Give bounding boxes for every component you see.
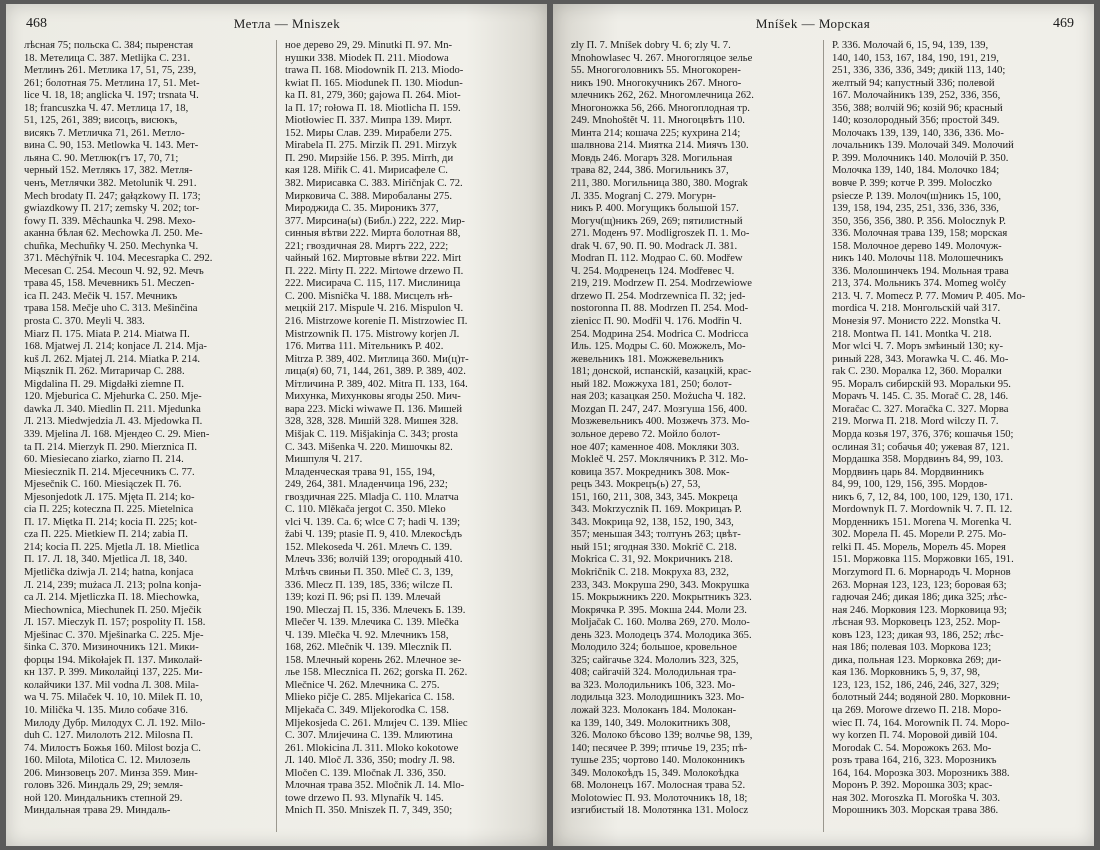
text-line: лѣсная 93. Морковецъ 123, 252. Мор- <box>832 617 1001 629</box>
text-line: колайчики 137. Mil vodna Л. 308. Mila- <box>24 679 199 691</box>
text-line: Л. 214, 239; mużaca Л. 213; polna konja- <box>24 579 202 591</box>
text-line: 164, 164. Морозка 303. Морозникъ 388. <box>832 767 1010 779</box>
text-line: черный 152. Метлякъ 17, 382. Метля- <box>24 165 193 177</box>
text-line: ложай 323. Молоканъ 184. Молокан- <box>571 704 737 716</box>
text-line: Ч. 139. Mlečka Ч. 92. Млечникъ 158, <box>285 629 449 641</box>
text-line: 233, 343. Мокруша 290, 343. Мокрушка <box>571 579 750 591</box>
text-line: Морачъ Ч. 145. С. 35. Morač С. 28, 146. <box>832 391 1009 403</box>
text-line: дика, польная 123. Морковка 269; ди- <box>832 654 1002 666</box>
text-line: Млечъ 336; волчій 139; огородный 410. <box>285 554 463 566</box>
text-line: ва 323. Молодильникъ 106, 323. Мо- <box>571 679 736 691</box>
text-line: 152. Миры Слав. 239. Мирабели 275. <box>285 127 453 139</box>
text-line: wa Ч. 75. Milaček Ч. 10, 10. Milek П. 10, <box>24 692 203 704</box>
text-line: 206. Минзовецъ 207. Минза 359. Мин- <box>24 767 198 779</box>
text-line: шалвнова 214. Миятка 214. Миячъ 130. <box>571 140 749 152</box>
text-line: Морденникъ 151. Morena Ч. Morenka Ч. <box>832 516 1012 528</box>
text-line: Мокрячка Р. 395. Мокша 244. Моли 23. <box>571 604 747 616</box>
text-line: lice Ч. 18, 18; anglicka Ч. 197; trsnata Ч. <box>24 90 199 102</box>
text-line: С. 307. Млијечина С. 139. Млиютина <box>285 730 453 742</box>
text-line: 357; меньшая 343; толтунъ 263; цвѣт- <box>571 529 741 541</box>
text-line: 120. Mjeburica С. Mjehurka С. 250. Mje- <box>24 391 202 403</box>
text-line: 343. Mokrzycznik П. 169. Мокрицаъ Р. <box>571 504 742 516</box>
text-line: Молочакъ 139, 139, 140, 336, 336. Мо- <box>832 127 1004 139</box>
text-line: cza П. 225. Mietkiew П. 214; zabia П. <box>24 529 188 541</box>
text-line: Млочная трава 352. Mločnik Л. 14. Mlo- <box>285 780 465 792</box>
text-line: Mločen С. 139. Mločnak Л. 336, 350. <box>285 767 447 779</box>
text-line: 216. Mistrzowe korenie П. Mistrzowiec П. <box>285 316 468 328</box>
text-line: Миндальная трава 29. Миндаль- <box>24 805 171 817</box>
text-line: ta П. 214. Mierzyk П. 290. Mierznica П. <box>24 441 197 453</box>
text-line: льяна С. 90. Метлюк(гъ 17, 70, 71; <box>24 152 179 164</box>
text-line: ca Л. 214. Mjetliczka П. 18. Miechowka, <box>24 592 200 604</box>
text-line: С. 200. Misnička Ч. 188. Мисцелъ нѣ- <box>285 290 453 302</box>
text-line: лье 158. Mlecznica П. 262; gorska П. 262. <box>285 667 468 679</box>
text-line: 408; сайгачій 324. Молодильная тра- <box>571 667 737 679</box>
text-line: ica П. 243. Mečik Ч. 157. Мечникъ <box>24 290 178 302</box>
text-line: cia П. 225; koteczna П. 225. Mietelnica <box>24 504 194 516</box>
text-line: 140, 140, 153, 167, 184, 190, 191, 219, <box>832 52 999 64</box>
text-line: Modran П. 112. Модрао С. 60. Modřew <box>571 253 743 265</box>
text-line: Mecesan С. 254. Mecoun Ч. 92, 92. Мечъ <box>24 265 204 277</box>
text-line: Mnich П. 350. Mniszek П. 7, 349, 350; <box>285 805 453 817</box>
text-line: Moljačak С. 160. Молва 269, 270. Моло- <box>571 617 750 629</box>
text-line: duh С. 127. Милолоть 212. Milosna П. <box>24 730 194 742</box>
right-column-1 <box>571 40 815 832</box>
text-line: nostoronna П. 88. Modrzen П. 254. Mod- <box>571 303 749 315</box>
text-line: 168, 262. Mlečnik Ч. 139. Mlecznik П. <box>285 642 452 654</box>
text-line: vlci Ч. 139. Са. 6; wlce С 7; hadi Ч. 139; <box>285 516 461 528</box>
text-line: 356, 388; волчій 96; козій 96; красный <box>832 102 1003 114</box>
right-page-title: Mníšek — Морская <box>755 16 871 31</box>
text-line: Migdalina П. 29. Migdałki ziemne П. <box>24 378 185 390</box>
text-line: wiec П. 74, 164. Morownik П. 74. Моро- <box>832 717 1010 729</box>
text-line: лица(я) 60, 71, 144, 261, 389. Р. 389, 402. <box>285 366 466 378</box>
text-line: ное 407; каменное 408. Мокляки 303. <box>571 441 740 453</box>
left-page-number: 468 <box>26 16 47 31</box>
text-line: Miechownica, Miechunek П. 250. Mječik <box>24 604 202 616</box>
text-line: psiecze Р. 139. Молоч(ш)никъ 15, 100, <box>832 190 1002 202</box>
text-line: 249, 264, 381. Младенчица 196, 232; <box>285 479 448 491</box>
text-line: зольное дерево 72. Мойло болот- <box>571 428 721 440</box>
text-line: Л. 157. Mieczyk П. 157; pospolity П. 158. <box>24 617 206 629</box>
text-line: ная 246. Морковия 123. Морковица 93; <box>832 604 1007 616</box>
text-line: zly П. 7. Mníšek dobry Ч. 6; zly Ч. 7. <box>571 40 731 51</box>
text-line: ное дерево 29, 29. Minutki П. 97. Mn- <box>285 40 453 51</box>
text-line: никъ 6, 7, 12, 84, 100, 100, 129, 130, 171. <box>832 491 1013 503</box>
text-line: ца 269. Morowe drzewo П. 218. Моро- <box>832 704 1002 716</box>
text-line: 219, 219. Modrzew П. 254. Modrzewiowe <box>571 278 752 290</box>
text-line: никъ Р. 400. Могущикъ большой 157. <box>571 203 739 215</box>
text-line: млечникъ 262, 262. Многомлечница 262. <box>571 90 754 102</box>
text-line: 350, 356, 356, 380. Р. 356. Molocznyk Р. <box>832 215 1006 227</box>
text-line: аканна бѣлая 62. Mechowka Л. 250. Me- <box>24 228 203 240</box>
text-line: 140; козолородный 356; простой 349. <box>832 115 1000 127</box>
text-line: Miesiecznik П. 214. Мјесечникъ С. 77. <box>24 466 195 478</box>
text-line: ная 186; полевая 103. Моркова 123; <box>832 642 992 654</box>
text-line: Morzymord П. 6. Морнародъ Ч. Морнов <box>832 566 1011 578</box>
text-line: Mlieko pičje С. 285. Mljekarica С. 158. <box>285 692 455 704</box>
text-line: Mokleč Ч. 257. Моклячникъ Р. 312. Мо- <box>571 454 749 466</box>
text-line: 254. Модрина 254. Modrica С. Modricca <box>571 328 749 340</box>
text-line: chuñka, Mechuñky Ч. 250. Mechynka Ч. <box>24 240 199 252</box>
text-line: розъ трава 164, 216, 323. Морозникъ <box>832 755 997 767</box>
text-line: Л. 335. Mogranj С. 279. Могурн- <box>571 190 716 202</box>
text-line: кн 137. Р. 399. Миколайці 137, 225. Ми- <box>24 667 203 679</box>
text-line: Mitrza Р. 389, 402. Митлица 360. Ми(ц)т- <box>285 353 469 365</box>
text-line: форцы 194. Mikołajek П. 137. Миколай- <box>24 654 203 666</box>
text-line: 271. Моденъ 97. Modligroszek П. 1. Mo- <box>571 228 750 240</box>
text-line: желтый 94; капустный 336; полевой <box>832 77 995 89</box>
text-line: Mjesečnik С. 160. Miesiączek П. 76. <box>24 479 182 491</box>
text-line: 213. Ч. 7. Momecz Р. 77. Момич Р. 405. Mo- <box>832 290 1026 302</box>
text-line: Молодило 324; большое, кровельное <box>571 642 737 654</box>
text-line: болотный 244; водяной 280. Морковни- <box>832 692 1011 704</box>
text-line: 190. Mleczaj П. 15, 336. Млечекъ Б. 139. <box>285 604 466 616</box>
text-line: gwiazdkowy П. 217; zemsky Ч. 202; tor- <box>24 203 199 215</box>
text-line: 261. Mlokicina Л. 311. Mloko kokotowe <box>285 742 459 754</box>
text-line: П. 290. Мирзійе 156. Р. 395. Mirrh, ди <box>285 152 454 164</box>
text-line: ковъ 123, 123; дикая 93, 186, 252; лѣс- <box>832 629 1004 641</box>
text-line: 325; сайгачье 324. Мололиъ 323, 325, <box>571 654 739 666</box>
text-line: 261; болотная 75. Метлина 17, 51. Met- <box>24 77 200 89</box>
text-line: мецкій 217. Mispule Ч. 216. Mispulon Ч. <box>285 303 464 315</box>
text-line: towe drzewo П. 93. Mlynařík Ч. 145. <box>285 792 444 804</box>
text-line: 336. Mlecz П. 139, 185, 336; wilcze П. <box>285 579 453 591</box>
text-line: Mirabela П. 275. Mirzik П. 291. Mirzyk <box>285 140 457 152</box>
text-line: Miotłowiec П. 337. Мипра 139. Мирт. <box>285 115 452 127</box>
text-line: 176. Митва 111. Мітельникъ Р. 402. <box>285 341 444 353</box>
text-line: 55. Многоголовникъ 55. Многокорен- <box>571 65 741 77</box>
text-line: 167. Молочайникъ 139, 252, 336, 356, <box>832 90 1001 102</box>
text-line: Мироджида С. 35. Мироникъ 377, <box>285 203 439 215</box>
text-line: šinka С. 370. Мизиночникъ 121. Мики- <box>24 642 199 654</box>
text-line: С. 110. Mlěkača jergot С. 350. Mleko <box>285 504 446 516</box>
text-line: 60. Miesiecano ziarko, ziarno П. 214. <box>24 454 184 466</box>
text-line: ka П. 81, 279, 360; gajowa П. 264. Miot- <box>285 90 461 102</box>
text-line: relki П. 45. Морель, Морелъ 45. Морея <box>832 541 1006 553</box>
text-line: вара 223. Micki wiwawe П. 136. Мишей <box>285 403 463 415</box>
text-line: Mnohowlasec Ч. 267. Многогляцое зелье <box>571 52 753 64</box>
text-line: Mljekača С. 349. Mljekorodka С. 158. <box>285 704 449 716</box>
text-line: prosta С. 370. Meyli Ч. 383. <box>24 316 145 328</box>
text-line: Л. 140. Mloč Л. 336, 350; modry Л. 98. <box>285 755 455 767</box>
text-line: синныя вѣтви 222. Мирта болотная 88, <box>285 228 461 240</box>
text-line: 213, 374. Мольникъ 374. Momeg wolčy <box>832 278 1007 290</box>
text-line: 181; донской, испанскій, казацкій, крас- <box>571 366 752 378</box>
right-page <box>553 4 1094 846</box>
text-line: ная 203; казацкая 250. Możucha Ч. 182. <box>571 391 746 403</box>
text-line: П. 17. Л. 18, 340. Mjetlica Л. 18, 340. <box>24 554 188 566</box>
text-line: ная 302. Moroszka П. Morоška Ч. 303. <box>832 792 1001 804</box>
text-line: ной 120. Миндальникъ степной 29. <box>24 792 183 804</box>
text-line: Мовдь 246. Могаръ 328. Могильная <box>571 152 733 164</box>
text-line: rak С. 230. Моралка 12, 360. Моралки <box>832 366 1002 378</box>
text-line: висякъ 7. Метличка 71, 261. Метло- <box>24 127 185 139</box>
text-line: Многоножка 56, 266. Многоплодная тр. <box>571 102 750 114</box>
text-line: 343. Мокрица 92, 138, 152, 190, 343, <box>571 516 734 528</box>
text-line: Л. 213. Miedwjedzia Л. 43. Mjedowka П. <box>24 416 203 428</box>
text-line: кая 136. Морковникъ 5, 9, 37, 98, <box>832 667 980 679</box>
text-line: 218. Montwa П. 141. Montka Ч. 218. <box>832 328 992 340</box>
text-line: П. 222. Mirty П. 222. Mirtowe drzewo П. <box>285 265 464 277</box>
text-line: ка 139, 140, 349. Молокитникъ 308, <box>571 717 731 729</box>
text-line: 151, 160, 211, 308, 343, 345. Мокреца <box>571 491 738 503</box>
text-line: 51, 125, 261, 389; висоцъ, висюкъ, <box>24 115 178 127</box>
text-line: Мордашка 358. Мордвинъ 84, 99, 103. <box>832 454 1004 466</box>
text-line: П. 17. Miętka П. 214; kocia П. 225; kot- <box>24 516 198 528</box>
text-line: Mech brodaty П. 247; gałązkowy П. 173; <box>24 190 201 202</box>
text-line: Михунка, Михунковы ягоды 250. Мич- <box>285 391 461 403</box>
text-line: вовче Р. 399; котче Р. 399. Moloczko <box>832 178 992 190</box>
text-line: гадючая 246; дикая 186; дика 325; лѣс- <box>832 592 1007 604</box>
text-line: 302. Морела П. 45. Морели Р. 275. Мо- <box>832 529 1007 541</box>
text-line: Mješinac С. 370. Mješinarka С. 225. Mje- <box>24 629 204 641</box>
text-line: Моронъ Р. 392. Морошка 303; крас- <box>832 780 993 792</box>
text-line: 211, 380. Могильница 380, 380. Mograk <box>571 178 748 190</box>
text-line: Miarz П. 175. Miata Р. 214. Miatwa П. <box>24 328 190 340</box>
left-page <box>6 4 547 846</box>
text-line: Mokrica С. 31, 92. Мокричникъ 218. <box>571 554 733 566</box>
text-line: трава 45, 158. Мечевникъ 51. Meczen- <box>24 278 195 290</box>
text-line: рецъ 343. Мокрецъ(ь) 27, 53, <box>571 479 701 491</box>
text-line: лѣсная 75; польска С. 384; пыренстая <box>24 40 194 51</box>
text-line: Molotowiec П. 93. Молоточникъ 18, 18; <box>571 792 748 804</box>
text-line: трава 158. Mečje uho С. 313. Mešinčina <box>24 303 198 315</box>
text-line: ный 182. Можжуха 181, 250; болот- <box>571 378 732 390</box>
text-line: ковица 357. Мокредникъ 308. Мок- <box>571 466 730 478</box>
text-line: Иль. 125. Модры С. 60. Можжелъ, Мо- <box>571 341 746 353</box>
left-page-title: Метла — Mniszek <box>233 16 341 31</box>
text-line: Могуч(щ)никъ 269, 269; пятилистный <box>571 215 743 227</box>
book-spread <box>6 4 1094 846</box>
column-divider <box>276 40 277 832</box>
text-line: 251, 336, 336, 336, 349; дикій 113, 140; <box>832 65 1006 77</box>
text-line: Младенческая трава 91, 155, 194, <box>285 466 435 478</box>
text-line: никъ 140. Молочы 118. Молошечникъ <box>832 253 1004 265</box>
right-column-2 <box>832 40 1076 832</box>
text-line: 18. Метелица С. 387. Metlijka С. 231. <box>24 52 191 64</box>
text-line: 222. Мисирача С. 115, 117. Мислиница <box>285 278 461 290</box>
text-line: trawa П. 168. Miodownik П. 213. Miodo- <box>285 65 464 77</box>
text-line: 140; песячее Р. 399; птичье 19, 235; пѣ- <box>571 742 748 754</box>
text-line: 219. Morwa П. 218. Mord wilczy П. 7. <box>832 416 999 428</box>
text-line: Mjesonjedotk Л. 175. Mjęta П. 214; ko- <box>24 491 195 503</box>
text-line: žabi Ч. 139; ptasie П. 9, 410. Млекосѣдъ <box>285 529 462 541</box>
text-line: mordica Ч. 218. Монгольскій чай 317. <box>832 303 1001 315</box>
text-line: вина С. 90, 153. Metlowka Ч. 143. Мет- <box>24 140 199 152</box>
text-line: 377. Мирсина(ы) (Библ.) 222, 222. Мир- <box>285 215 465 227</box>
text-line: Miąsznik П. 262. Митаричар С. 288. <box>24 366 185 378</box>
text-line: головъ 326. Миндаль 29, 29; земля- <box>24 780 183 792</box>
text-line: Mokričnik С. 218. Мокруха 83, 232, <box>571 566 729 578</box>
text-line: Morodak С. 54. Морожокъ 263. Мо- <box>832 742 992 754</box>
text-line: Мирковича С. 388. Миробаланы 275. <box>285 190 453 202</box>
text-line: 139; kozi П. 96; psi П. 139. Млечай <box>285 592 441 604</box>
text-line: 336. Молошинчекъ 194. Мольная трава <box>832 265 1009 277</box>
text-line: 18; francuszka Ч. 47. Метлица 17, 18, <box>24 102 189 114</box>
text-line: ослиная 31; собачья 40; ужевая 87, 121. <box>832 441 1010 453</box>
text-line: 326. Молоко бѣсово 139; волчье 98, 139, <box>571 730 753 742</box>
text-line: 214; kocia П. 225. Mjetla Л. 18. Mietlica <box>24 541 200 553</box>
text-line: Mjetlička dziwja Л. 214; hatna, konjaca <box>24 566 194 578</box>
text-line: Морда козья 197, 376, 376; кошачья 150; <box>832 428 1014 440</box>
text-line: день 323. Молодецъ 374. Молодика 365. <box>571 629 752 641</box>
text-line: Р. 399. Молочникъ 140. Молочій Р. 350. <box>832 152 1009 164</box>
text-line: 158. Млечный корень 262. Млечное зе- <box>285 654 462 666</box>
text-line: Милоду Дубр. Милодух С. Л. 192. Milo- <box>24 717 206 729</box>
text-line: Мордвинъ царь 84. Мордвинникъ <box>832 466 984 478</box>
text-line: 123, 123, 152, 186, 246, 246, 327, 329; <box>832 679 1000 691</box>
text-line: 336. Молочная трава 139, 158; морская <box>832 228 1008 240</box>
text-line: кая 128. Miřik С. 41. Мирисафеле С. <box>285 165 448 177</box>
text-line: 151. Моржовка 115. Моржовки 165, 191. <box>832 554 1014 566</box>
text-line: Мозжевельникъ 400. Мозжечъ 373. Мо- <box>571 416 750 428</box>
text-line: чайный 162. Миртовые вѣтви 222. Mirt <box>285 253 462 265</box>
text-line: fowy П. 339. Mĕchaunka Ч. 298. Мехо- <box>24 215 196 227</box>
text-line: жевельникъ 181. Можжевельникъ <box>571 353 724 365</box>
text-line: wy korzen П. 74. Моровой дивій 104. <box>832 730 998 742</box>
text-line: лодильца 323. Молодишникъ 323. Мо- <box>571 692 745 704</box>
text-line: kwiat П. 165. Miodunek П. 130. Miodun- <box>285 77 463 89</box>
text-line: drzewo П. 254. Modrzewnica П. 32; jed- <box>571 290 746 302</box>
text-line: ный 151; ягодная 330. Mokrič С. 218. <box>571 541 737 553</box>
text-line: гвоздичная 225. Mladja С. 110. Млатча <box>285 491 459 503</box>
text-line: Moračac С. 327. Moračka С. 327. Морва <box>832 403 1009 415</box>
left-column-2 <box>285 40 529 832</box>
text-line: Ч. 254. Модренецъ 124. Modřeвес Ч. <box>571 265 735 277</box>
text-line: kuš Л. 262. Mjatej Л. 214. Miatka Р. 214. <box>24 353 201 365</box>
text-line: 84, 99, 100, 129, 156, 395. Мордов- <box>832 479 988 491</box>
text-line: Метлинъ 261. Метлика 17, 51, 75, 239, <box>24 65 197 77</box>
text-line: Mljekosjeda С. 261. Mлијеч С. 139. Mliec <box>285 717 468 729</box>
left-column-1 <box>24 40 268 832</box>
text-line: Р. 336. Молочай 6, 15, 94, 139, 139, <box>832 40 989 51</box>
text-line: Минта 214; кошача 225; кухрина 214; <box>571 127 741 139</box>
text-line: Mišjak С. 119. Mišjakinja С. 343; prosta <box>285 428 458 440</box>
text-line: С. 343. Mišenka Ч. 220. Мишочкы 82. <box>285 441 453 453</box>
text-line: изгибистый 18. Молотянка 131. Molocz <box>571 805 749 817</box>
text-line: Mor wlci Ч. 7. Моръ змѣиный 130; ку- <box>832 341 1003 353</box>
right-columns <box>571 40 1076 832</box>
text-line: Mistrzownik П. 175. Mistrowy korjen Л. <box>285 328 460 340</box>
text-line: ченъ, Метлячки 382. Metolunik Ч. 291. <box>24 178 197 190</box>
text-line: la П. 17; rołowa П. 18. Miotlicha П. 159. <box>285 102 461 114</box>
text-line: 221; гвоздичная 28. Миртъ 222, 222; <box>285 240 449 252</box>
left-running-head <box>26 14 527 34</box>
text-line: Мишпуля Ч. 217. <box>285 454 363 466</box>
text-line: drak Ч. 67, 90. П. 90. Modrack Л. 381. <box>571 240 738 252</box>
text-line: Мітличина Р. 389, 402. Mitra П. 133, 164. <box>285 378 468 390</box>
text-line: 168. Mjatwej Л. 214; konjace Л. 214. Mja- <box>24 341 207 353</box>
text-line: 382. Мирисавка С. 383. Miričnjak С. 72. <box>285 178 463 190</box>
text-line: 160. Milota, Milotica С. 12. Милозель <box>24 755 191 767</box>
text-line: трава 82, 244, 386. Могильникъ 37, <box>571 165 729 177</box>
text-line: Молочка 139, 140, 184. Молочко 184; <box>832 165 1000 177</box>
text-line: 15. Мокрыжникъ 220. Мокрытникъ 323. <box>571 592 752 604</box>
text-line: 349. Молокоѣдъ 15, 349. Молокоѣдка <box>571 767 739 779</box>
text-line: 249. Mnohoštĕt Ч. 11. Многоцвѣтъ 110. <box>571 115 745 127</box>
text-line: 139, 158, 194, 235, 251, 336, 336, 336, <box>832 203 999 215</box>
right-page-number: 469 <box>1053 16 1074 31</box>
text-line: 95. Моралъ сибирскій 93. Моральки 95. <box>832 378 1011 390</box>
text-line: лочальникъ 139. Молочай 349. Молочий <box>832 140 1014 152</box>
text-line: тушье 235; чортово 140. Молоконникъ <box>571 755 745 767</box>
text-line: 152. Mlekoseda Ч. 261. Млечъ С. 139. <box>285 541 453 553</box>
text-line: Морошникъ 303. Морская трава 386. <box>832 805 999 817</box>
text-line: риный 228, 343. Morawka Ч. С. 46. Mo- <box>832 353 1009 365</box>
left-columns <box>24 40 529 832</box>
text-line: 158. Молочное дерево 149. Молочуж- <box>832 240 1002 252</box>
text-line: 371. Mĕchýřnik Ч. 104. Mecesrapka С. 292. <box>24 253 213 265</box>
text-line: 74. Милостъ Божья 160. Milost bozja С. <box>24 742 201 754</box>
text-line: 10. Milička Ч. 135. Мило собаче 316. <box>24 704 189 716</box>
text-line: Mozgan П. 247, 247. Мозгуша 156, 400. <box>571 403 748 415</box>
text-line: dawka Л. 340. Miedlin П. 211. Mjedunka <box>24 403 201 415</box>
text-line: 328, 328, 328. Мишій 328. Мишея 328. <box>285 416 459 428</box>
text-line: Mlečer Ч. 139. Млечика С. 139. Mlečka <box>285 617 459 629</box>
column-divider <box>823 40 824 832</box>
text-line: Монезія 97. Монисто 222. Monstka Ч. <box>832 316 1001 328</box>
text-line: 68. Молонецъ 167. Молосная трава 52. <box>571 780 746 792</box>
right-running-head <box>573 14 1074 34</box>
text-line: нушки 338. Miodek П. 211. Miodowa <box>285 52 449 64</box>
text-line: Mlečnice Ч. 262. Млечника С. 275. <box>285 679 440 691</box>
text-line: 263. Морная 123, 123, 123; боровая 63; <box>832 579 1007 591</box>
text-line: Млѣчъ свиньи П. 350. Mleč С. 3, 139, <box>285 566 454 578</box>
text-line: zienicc П. 90. Modřil Ч. 176. Modřin Ч. <box>571 316 742 328</box>
text-line: 339. Mjelina Л. 168. Мјендео С. 29. Mien- <box>24 428 210 440</box>
text-line: никъ 190. Многокучникъ 267. Много- <box>571 77 742 89</box>
text-line: Mordownyk П. 7. Mordownik Ч. 7. П. 12. <box>832 504 1013 516</box>
